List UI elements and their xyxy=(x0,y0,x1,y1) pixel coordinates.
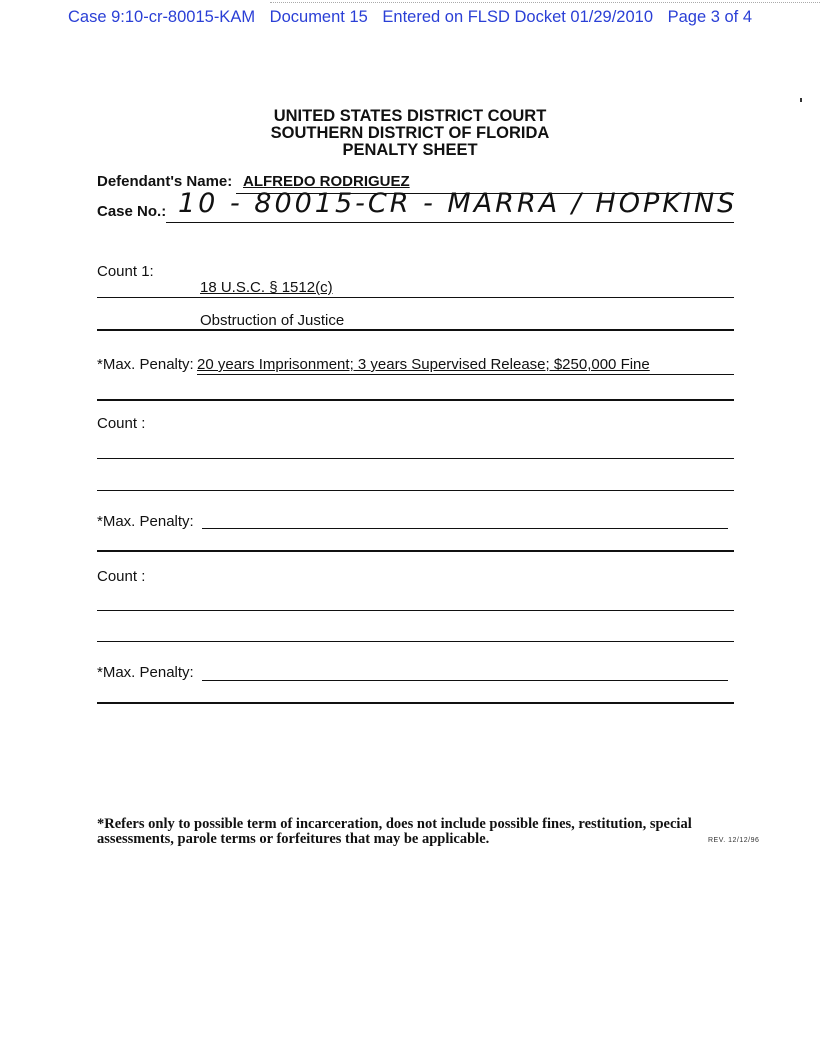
revision-date: REV. 12/12/96 xyxy=(708,837,760,844)
defendant-name-value: ALFREDO RODRIGUEZ xyxy=(243,173,410,190)
stamp-case-number: Case 9:10-cr-80015-KAM xyxy=(67,8,256,26)
case-number-rule xyxy=(166,222,734,223)
count-3-max-penalty-label: *Max. Penalty: xyxy=(97,664,194,681)
count-3-max-penalty-rule xyxy=(202,680,728,681)
count-1-label: Count 1: xyxy=(97,263,154,280)
count-2-offense-rule xyxy=(97,490,734,491)
count-1-offense-rule xyxy=(97,329,734,331)
count-1-max-penalty-rule xyxy=(197,374,734,375)
count-3-statute-rule xyxy=(97,610,734,611)
case-number-handwritten: 10 - 80015-CR - MARRA / HOPKINS xyxy=(178,188,738,219)
form-heading xyxy=(0,108,820,159)
count-3-offense-rule xyxy=(97,641,734,642)
count-1-max-penalty-label: *Max. Penalty: xyxy=(97,356,194,373)
count-1-statute-rule xyxy=(97,297,734,298)
scan-speck xyxy=(800,98,802,102)
defendant-name-label: Defendant's Name: xyxy=(97,173,233,190)
stamp-document: Document 15 xyxy=(269,8,368,26)
stamp-page: Page 3 of 4 xyxy=(667,8,752,26)
heading-court: UNITED STATES DISTRICT COURT xyxy=(273,107,547,125)
count-2-label: Count : xyxy=(97,415,146,432)
count-1-divider xyxy=(97,399,734,401)
count-3-divider xyxy=(97,702,734,704)
heading-title: PENALTY SHEET xyxy=(342,141,478,159)
count-1-offense: Obstruction of Justice xyxy=(200,312,345,329)
count-2-max-penalty-label: *Max. Penalty: xyxy=(97,513,194,530)
stamp-entered: Entered on FLSD Docket 01/29/2010 xyxy=(382,8,653,26)
scan-edge-line xyxy=(270,2,820,3)
docket-header-stamp xyxy=(0,8,820,27)
count-3-label: Count : xyxy=(97,568,146,585)
count-1-statute: 18 U.S.C. § 1512(c) xyxy=(200,279,333,296)
count-1-max-penalty-value: 20 years Imprisonment; 3 years Supervised Release; $250,000 Fine xyxy=(197,356,650,373)
count-2-max-penalty-rule xyxy=(202,528,728,529)
count-2-statute-rule xyxy=(97,458,734,459)
footnote: *Refers only to possible term of incarceration, does not include possible fines, restitution, special assessments, parole terms or forfeitures that may be applicable. xyxy=(97,816,692,847)
count-2-divider xyxy=(97,550,734,552)
heading-district: SOUTHERN DISTRICT OF FLORIDA xyxy=(270,124,550,142)
case-number-label: Case No.: xyxy=(97,203,167,220)
